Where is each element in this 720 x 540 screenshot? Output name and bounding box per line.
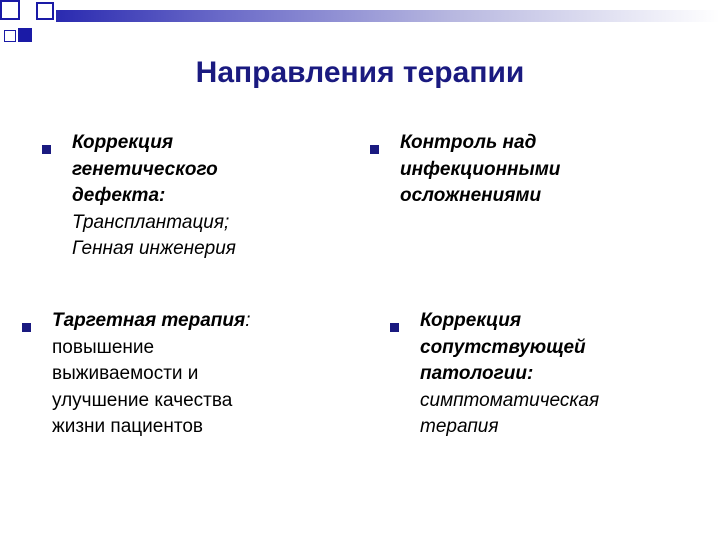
header-gradient-band [56, 10, 720, 22]
list-item [72, 130, 236, 263]
item-heading: Таргетная терапия [52, 310, 246, 331]
list-item [420, 308, 599, 441]
bullet-icon [370, 145, 379, 154]
item-heading-suffix: : [245, 310, 251, 331]
list-item [52, 308, 250, 441]
item-detail-line: симптоматическая [420, 389, 600, 411]
decor-square-filled [18, 28, 32, 42]
item-heading-line: генетического [72, 158, 218, 180]
decor-square-outline [4, 30, 16, 42]
bullet-icon [42, 145, 51, 154]
item-heading-line: Контроль над [400, 132, 537, 153]
item-heading-line: дефекта: [72, 185, 166, 206]
item-detail-line: улучшение качества [52, 389, 233, 411]
item-detail-line: жизни пациентов [52, 416, 203, 437]
page-title: Направления терапии [195, 56, 525, 89]
item-heading-line: осложнениями [400, 185, 542, 206]
bullet-icon [22, 323, 31, 332]
item-heading-line: Коррекция [72, 132, 174, 153]
decor-square-outline [36, 2, 54, 20]
item-detail-line: повышение [52, 336, 155, 358]
item-detail-line: Трансплантация; [72, 211, 230, 233]
item-heading-line: сопутствующей [420, 336, 586, 358]
decor-square-outline [0, 0, 20, 20]
item-heading-line: Коррекция [420, 310, 522, 331]
bullet-icon [390, 323, 399, 332]
item-detail-line: выживаемости и [52, 363, 199, 384]
item-heading-line: инфекционными [400, 158, 561, 180]
item-detail-line: терапия [420, 416, 499, 437]
item-heading-line: патологии: [420, 363, 534, 384]
list-item [400, 130, 560, 210]
item-detail-line: Генная инженерия [72, 238, 236, 259]
